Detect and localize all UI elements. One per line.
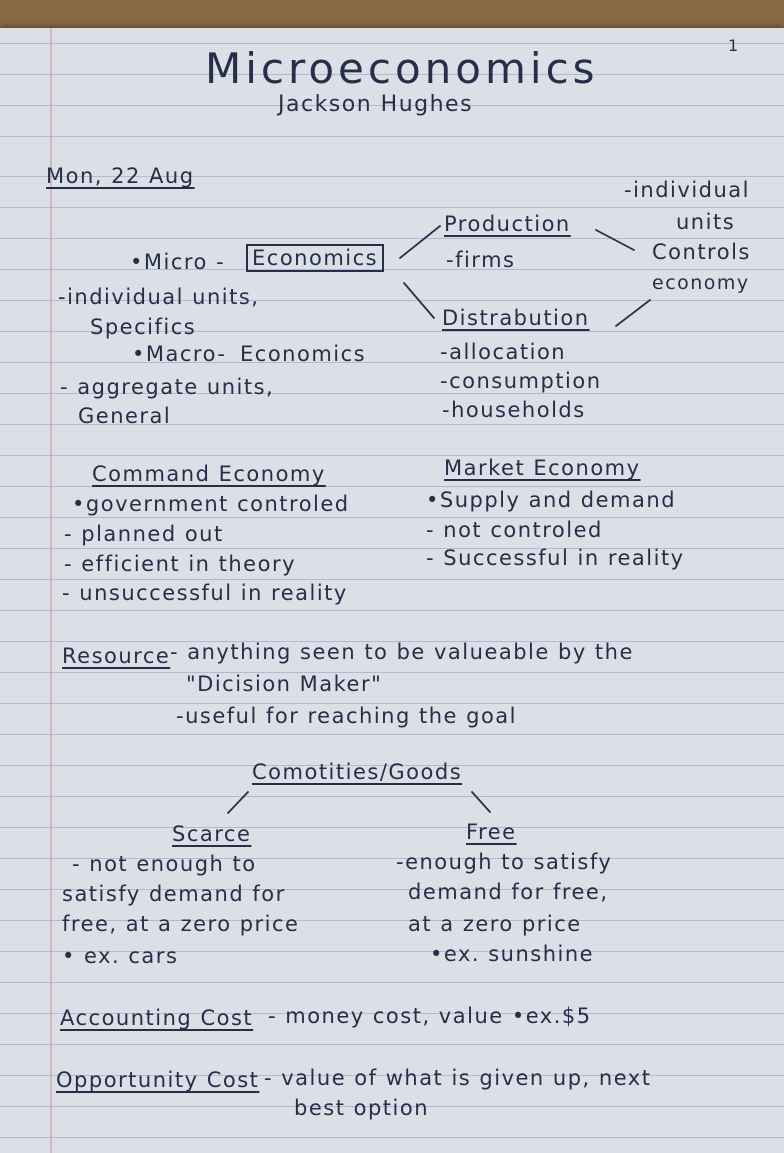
free-item: at a zero price <box>408 912 582 936</box>
micro-note: Specifics <box>90 315 197 339</box>
date-heading: Mon, 22 Aug <box>46 164 195 188</box>
distribution-heading: Distrabution <box>442 306 590 330</box>
distribution-note: -consumption <box>440 369 602 393</box>
free-item: demand for free, <box>408 880 609 904</box>
accounting-cost-term: Accounting Cost <box>60 1006 254 1030</box>
connector-to-scarce <box>228 792 248 813</box>
distribution-note: -households <box>442 398 586 422</box>
command-economy-item: - unsuccessful in reality <box>62 581 348 605</box>
macro-economics: Economics <box>240 342 367 366</box>
market-economy-heading: Market Economy <box>444 456 641 480</box>
micro-label: •Micro - <box>130 250 226 274</box>
command-economy-item: •government controled <box>72 492 350 516</box>
resource-definition: -useful for reaching the goal <box>176 704 517 728</box>
connector-production-controls <box>596 230 634 250</box>
command-economy-item: - planned out <box>64 522 224 546</box>
command-economy-item: - efficient in theory <box>64 552 297 576</box>
connector-to-production <box>400 226 440 258</box>
connector-to-distribution <box>404 283 434 318</box>
connector-distribution-controls <box>616 300 650 326</box>
author-name: Jackson Hughes <box>278 92 474 117</box>
opportunity-cost-definition: best option <box>294 1096 430 1120</box>
scarce-item: satisfy demand for <box>62 882 286 906</box>
page-number: 1 <box>728 36 740 55</box>
market-economy-item: - Successful in reality <box>426 546 685 570</box>
free-heading: Free <box>466 820 517 844</box>
side-note-line: -individual <box>624 178 750 202</box>
side-note-line: Controls <box>652 240 751 264</box>
free-item: •ex. sunshine <box>430 942 595 966</box>
macro-note: - aggregate units, <box>60 375 275 399</box>
free-item: -enough to satisfy <box>396 850 613 874</box>
market-economy-item: •Supply and demand <box>426 488 677 512</box>
side-note-line: economy <box>652 272 750 294</box>
connector-to-free <box>472 792 490 812</box>
macro-label: •Macro- <box>132 342 227 366</box>
macro-note: General <box>78 404 172 428</box>
opportunity-cost-term: Opportunity Cost <box>56 1068 260 1092</box>
economics-box: Economics <box>246 244 384 272</box>
distribution-note: -allocation <box>440 340 567 364</box>
scarce-item: free, at a zero price <box>62 912 300 936</box>
resource-term: Resource <box>62 644 171 668</box>
scarce-heading: Scarce <box>172 822 252 846</box>
production-note: -firms <box>446 248 516 272</box>
accounting-cost-definition: - money cost, value •ex.$5 <box>268 1004 592 1028</box>
commodities-heading: Comotities/Goods <box>252 760 463 784</box>
opportunity-cost-definition: - value of what is given up, next <box>264 1066 652 1090</box>
resource-definition: "Dicision Maker" <box>186 672 383 696</box>
side-note-line: units <box>676 210 736 234</box>
command-economy-heading: Command Economy <box>92 462 326 486</box>
scarce-item: • ex. cars <box>62 944 179 968</box>
production-heading: Production <box>444 212 571 236</box>
micro-note: -individual units, <box>58 285 260 309</box>
page-title: Microeconomics <box>205 44 599 93</box>
scarce-item: - not enough to <box>72 852 257 876</box>
market-economy-item: - not controled <box>426 518 603 542</box>
resource-definition: - anything seen to be valueable by the <box>170 640 634 664</box>
